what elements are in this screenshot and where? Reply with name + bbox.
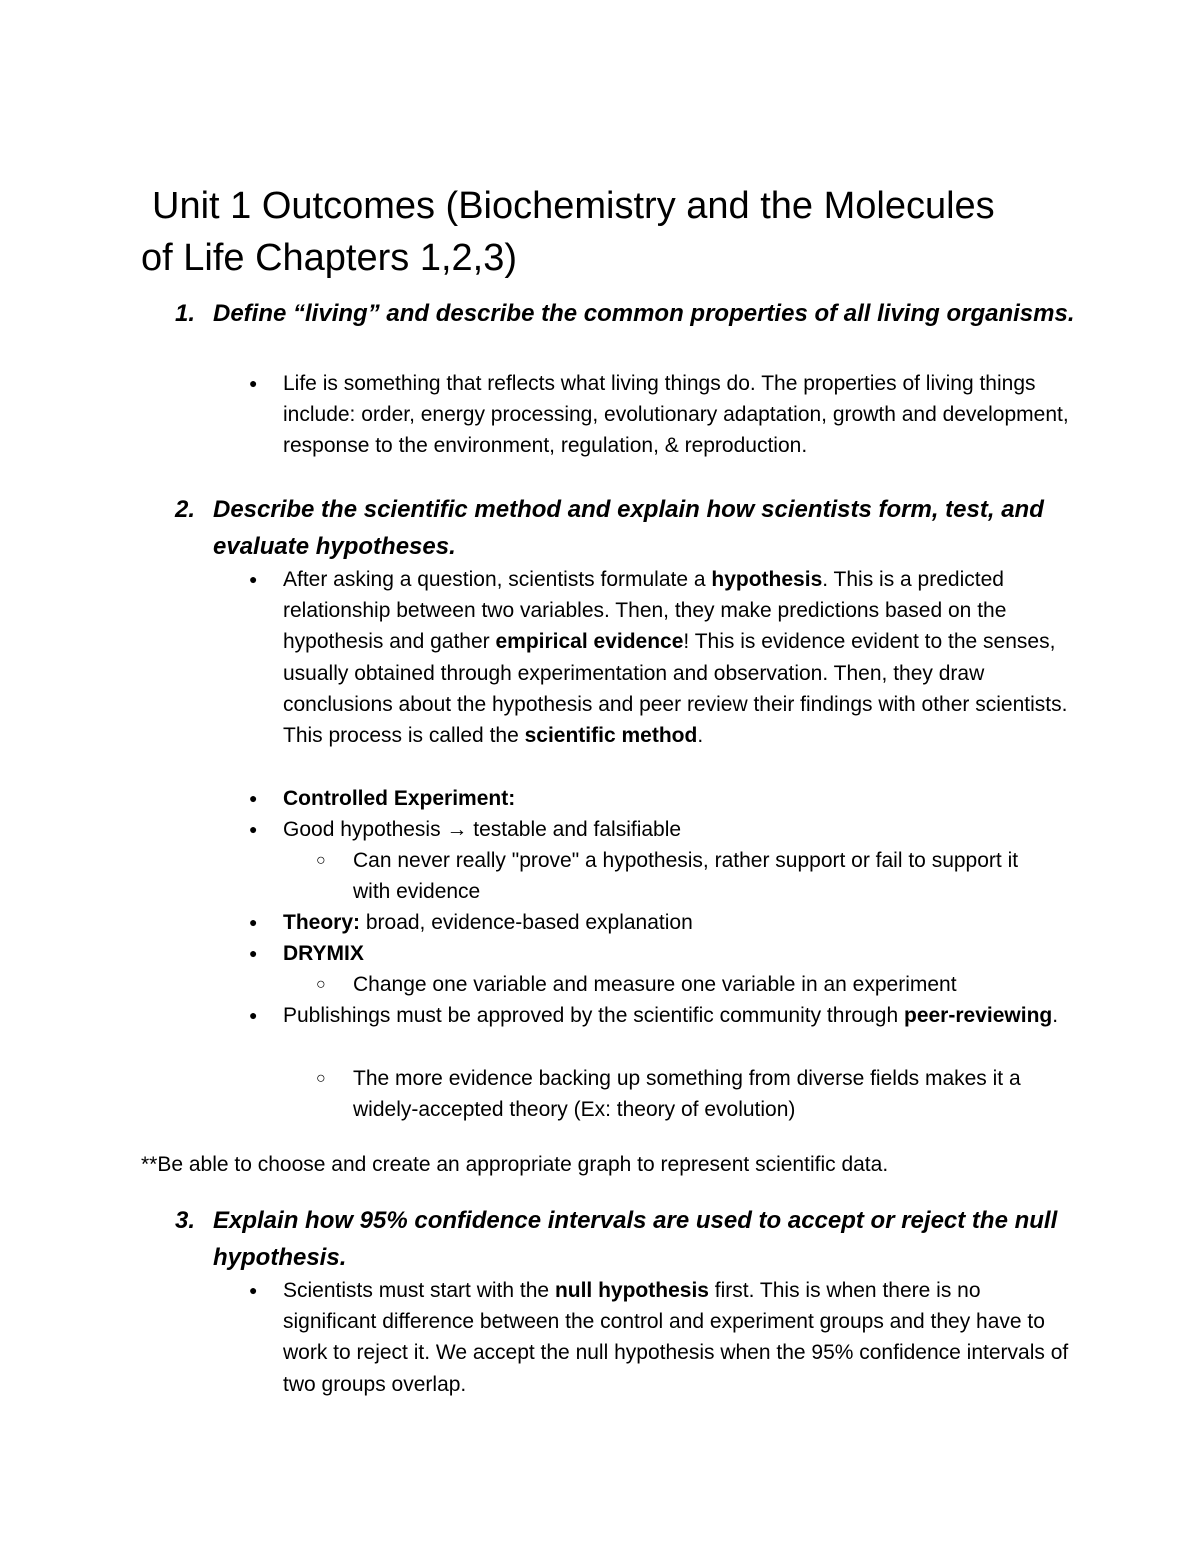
outcome-number: 2. — [175, 496, 196, 523]
outcome-text: Explain how 95% confidence intervals are used to accept or reject the null hypothesis. — [213, 1207, 1058, 1271]
outcome-text: Define “living” and describe the common properties of all living organisms. — [213, 300, 1075, 327]
text-run: . This is a predicted relationship between two variables. Then, they make predictions based on the hypothesis and gather — [283, 568, 1007, 654]
sub-list-item — [316, 1063, 1056, 1125]
term-hypothesis: hypothesis — [711, 568, 823, 591]
title-line-1: Unit 1 Outcomes (Biochemistry and the Molecules — [152, 185, 995, 227]
title-line-2: of Life Chapters 1,2,3) — [141, 237, 517, 279]
sub-list-item — [316, 969, 1056, 1000]
list-item — [249, 783, 1069, 814]
bullet-icon: ● — [249, 571, 258, 587]
term-null-hypothesis: null hypothesis — [554, 1279, 709, 1302]
page-title — [141, 180, 1061, 284]
list-item-text — [283, 564, 1069, 751]
graph-note: **Be able to choose and create an appropriate graph to represent scientific data. — [141, 1153, 889, 1176]
list-item-text: Change one variable and measure one variable in an experiment — [353, 973, 957, 996]
bullet-icon: ● — [249, 945, 258, 961]
sub-list-item — [316, 845, 1056, 907]
outcome-3-heading — [175, 1202, 1085, 1276]
text-run: . — [697, 724, 704, 748]
list-item-text: DRYMIX — [283, 942, 364, 965]
text-run: broad, evidence-based explanation — [360, 911, 693, 934]
text-run: Scientists must start with the — [283, 1279, 555, 1302]
list-item-text: Controlled Experiment: — [283, 787, 516, 810]
bullet-icon: ● — [249, 1007, 258, 1023]
bullet-icon: ● — [249, 821, 258, 837]
text-run: Publishings must be approved by the scientific community through — [283, 1004, 904, 1027]
text-run: ! This is evidence evident to the senses, usually obtained through experimentation and observation. Then, they draw conclusions about the hypothesis and peer review their findings with other scientists. This process is called the — [283, 630, 1068, 748]
list-item — [249, 368, 1069, 462]
term-theory: Theory: — [283, 911, 361, 934]
list-item — [249, 1275, 1069, 1400]
hollow-bullet-icon: ○ — [316, 1070, 326, 1087]
outcome-1-heading — [175, 295, 1085, 332]
text-run: After asking a question, scientists formulate a — [283, 568, 712, 591]
list-item-text: Life is something that reflects what living things do. The properties of living things include: order, energy processing, evolutionary adaptation, growth and development, response to the environment, regulation, & reproduction. — [283, 372, 1069, 458]
list-item-text — [283, 907, 1069, 938]
bullet-icon: ● — [249, 1282, 258, 1298]
term-scientific-method: scientific method — [524, 724, 698, 748]
outcome-number: 3. — [175, 1207, 196, 1234]
list-item-text: Can never really "prove" a hypothesis, rather support or fail to support it with evidence — [353, 849, 1019, 904]
term-peer-reviewing: peer-reviewing — [904, 1004, 1053, 1027]
bullet-icon: ● — [249, 375, 258, 391]
list-item-text — [283, 1275, 1069, 1400]
list-item — [249, 907, 1069, 938]
bullet-icon: ● — [249, 790, 258, 806]
list-item — [249, 814, 1069, 845]
list-item-text — [283, 1000, 1069, 1031]
list-item — [249, 564, 1069, 751]
outcome-2-heading — [175, 491, 1085, 565]
bullet-icon: ● — [249, 914, 258, 930]
list-item — [249, 938, 1069, 969]
outcome-number: 1. — [175, 300, 196, 327]
text-run: . — [1052, 1004, 1059, 1027]
list-item-text: The more evidence backing up something from diverse fields makes it a widely-accepted theory (Ex: theory of evolution) — [353, 1067, 1021, 1122]
hollow-bullet-icon: ○ — [316, 976, 326, 993]
outcome-text: Describe the scientific method and explain how scientists form, test, and evaluate hypotheses. — [213, 496, 1044, 560]
list-item-text: Good hypothesis → testable and falsifiable — [283, 818, 682, 841]
hollow-bullet-icon: ○ — [316, 852, 326, 869]
term-empirical-evidence: empirical evidence — [495, 630, 684, 654]
text-run: first. This is when there is no significant difference between the control and experiment groups and they have to work to reject it. We accept the null hypothesis when the 95% confidence intervals of two groups overlap. — [283, 1279, 1069, 1396]
list-item — [249, 1000, 1069, 1031]
